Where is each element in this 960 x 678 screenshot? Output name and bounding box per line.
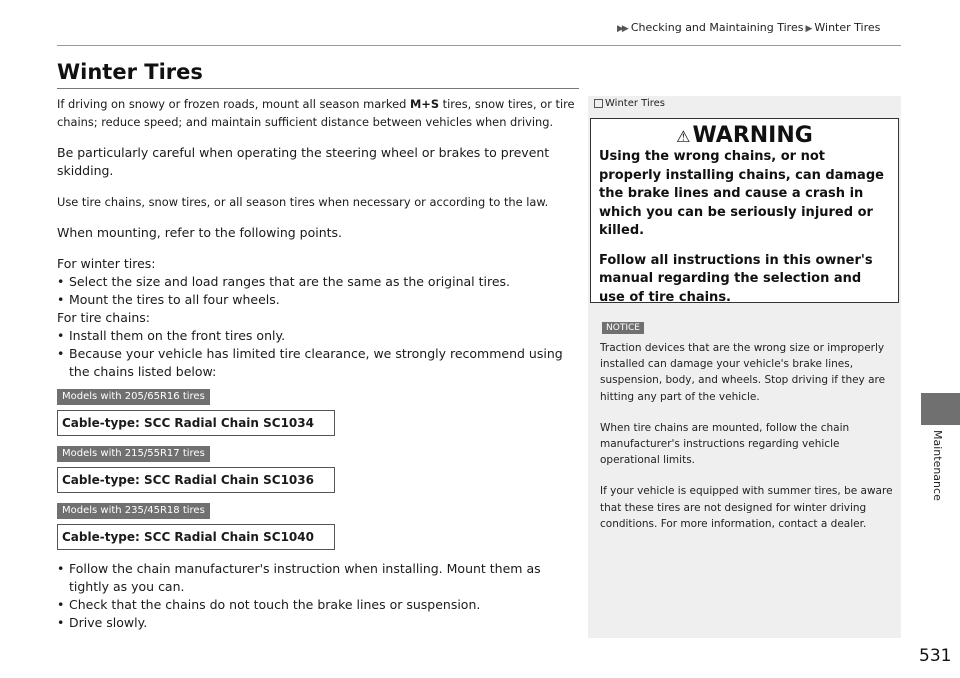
bullet-icon: • xyxy=(57,597,65,612)
ms-mark: M+S xyxy=(409,97,440,111)
model-label: Models with 205/65R16 tires xyxy=(57,389,210,405)
warning-text: Using the wrong chains, or not properly installing chains, can damage the brake lines and cause a crash in which you can be seriously injured or killed. xyxy=(599,149,884,238)
sidebar-header: Winter Tires xyxy=(594,98,665,109)
reference-icon xyxy=(594,99,603,108)
breadcrumb-section[interactable]: Checking and Maintaining Tires xyxy=(630,21,804,34)
intro-text-1: If driving on snowy or frozen roads, mount all season marked xyxy=(57,97,410,111)
list-item: • Check that the chains do not touch the brake lines or suspension. xyxy=(57,597,481,612)
warning-heading: ⚠WARNING xyxy=(676,123,813,148)
sidebar-paragraph: If your vehicle is equipped with summer tires, be aware that these tires are not designed for winter driving conditions. For more information, contact a dealer. xyxy=(600,485,893,530)
warning-text: Follow all instructions in this owner's manual regarding the selection and use of tire chains. xyxy=(599,252,873,305)
mounting-paragraph: When mounting, refer to the following points. xyxy=(57,225,343,240)
warning-icon: ⚠ xyxy=(676,126,691,146)
notice-badge: NOTICE xyxy=(602,322,644,334)
bullet-icon: • xyxy=(57,561,65,576)
intro-paragraph xyxy=(57,95,579,131)
warning-box xyxy=(590,118,899,303)
intro-text-2: tires, snow tires, or tire chains; reduce speed; and maintain sufficient distance between vehicles when driving. xyxy=(57,97,575,129)
arrow-icon: ▶ xyxy=(805,24,813,34)
list-item: • Follow the chain manufacturer's instruction when installing. Mount them as tightly as you can. xyxy=(57,561,541,594)
model-label: Models with 215/55R17 tires xyxy=(57,446,210,462)
top-divider xyxy=(57,45,901,46)
main-content xyxy=(57,95,579,632)
breadcrumb xyxy=(617,21,880,34)
model-label: Models with 235/45R18 tires xyxy=(57,503,210,519)
sidebar-notes xyxy=(588,96,901,638)
list-item: • Select the size and load ranges that are the same as the original tires. xyxy=(57,274,511,289)
sidebar-text xyxy=(600,340,896,547)
chain-model-box: Cable-type: SCC Radial Chain SC1036 xyxy=(57,467,335,493)
winter-tires-heading: For winter tires: xyxy=(57,256,156,271)
bullet-icon: • xyxy=(57,328,65,343)
bullet-icon: • xyxy=(57,292,65,307)
chain-model-box: Cable-type: SCC Radial Chain SC1040 xyxy=(57,524,335,550)
sidebar-paragraph: When tire chains are mounted, follow the chain manufacturer's instructions regarding vehicle operational limits. xyxy=(600,421,850,467)
bullet-icon: • xyxy=(57,346,65,361)
law-paragraph: Use tire chains, snow tires, or all season tires when necessary or according to the law. xyxy=(57,195,549,209)
warning-body xyxy=(591,148,898,307)
notice-text: Traction devices that are the wrong size or improperly installed can damage your vehicle's brake lines, suspension, body, and wheels. Stop driving if they are hitting any part of the vehicle. xyxy=(600,342,886,403)
list-item: • Mount the tires to all four wheels. xyxy=(57,292,280,307)
title-divider xyxy=(57,88,579,89)
page-number: 531 xyxy=(919,646,952,666)
list-item: • Install them on the front tires only. xyxy=(57,328,286,343)
page-title: Winter Tires xyxy=(57,60,203,84)
tire-chains-heading: For tire chains: xyxy=(57,310,150,325)
list-item: • Drive slowly. xyxy=(57,615,148,630)
section-tab-label: Maintenance xyxy=(931,430,944,501)
skidding-paragraph: Be particularly careful when operating the steering wheel or brakes to prevent skidding. xyxy=(57,145,550,178)
chain-model-box: Cable-type: SCC Radial Chain SC1034 xyxy=(57,410,335,436)
breadcrumb-page[interactable]: Winter Tires xyxy=(814,21,881,34)
bullet-icon: • xyxy=(57,615,65,630)
list-item: • Because your vehicle has limited tire clearance, we strongly recommend using the chains listed below: xyxy=(57,346,563,379)
bullet-icon: • xyxy=(57,274,65,289)
double-arrow-icon: ▶▶ xyxy=(617,24,627,34)
section-tab-marker xyxy=(921,393,960,425)
